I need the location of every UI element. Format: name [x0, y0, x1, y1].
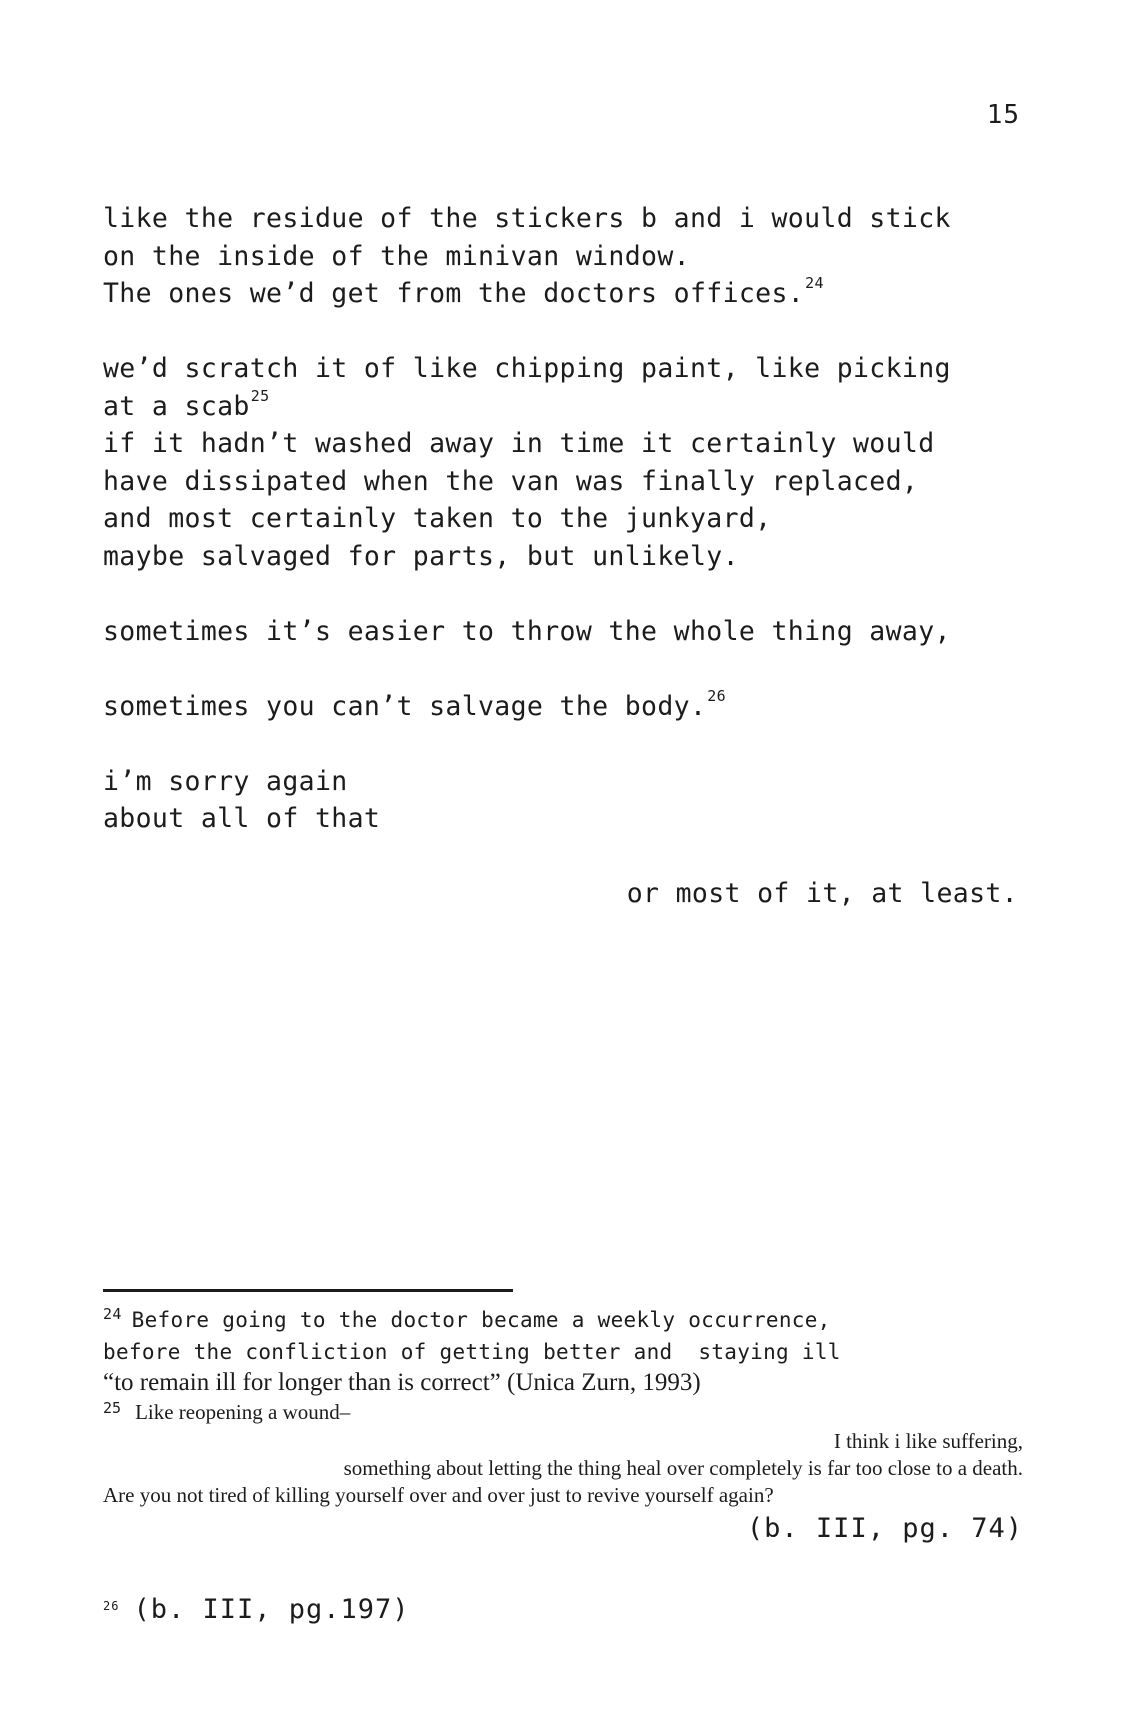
footnote-24-line: before the confliction of getting better and staying ill [103, 1340, 841, 1364]
poem-line: if it hadn’t washed away in time it certainly would [103, 428, 935, 459]
footnote-24-quote: “to remain ill for longer than is correct” (Unica Zurn, 1993) [103, 1369, 701, 1396]
footnote-25-line: Are you not tired of killing yourself over and over just to revive yourself again? [103, 1483, 774, 1507]
footnote-number: 26 [103, 1599, 120, 1613]
poem-line: maybe salvaged for parts, but unlikely. [103, 540, 739, 572]
footnote-26 [103, 1594, 410, 1625]
footnote-number: 24 [103, 1305, 122, 1323]
footnote-ref-26[interactable]: 26 [707, 686, 727, 705]
footnote-ref-25[interactable]: 25 [250, 386, 270, 405]
poem-line: have dissipated when the van was finally replaced, [103, 465, 919, 497]
footnote-divider [103, 1289, 513, 1292]
footnote-25-line: something about letting the thing heal over completely is far too close to a death. [343, 1456, 1023, 1480]
poem-line: at a scab$^{25}$ [103, 386, 270, 422]
footnote-25-citation: (b. III, pg. 74) [746, 1513, 1023, 1544]
footnotes [103, 1305, 1023, 1547]
poem-closing-line: or most of it, at least. [626, 877, 1018, 909]
footnote-ref-24[interactable]: 24 [805, 274, 824, 293]
poem-line: sometimes you can’t salvage the body.$^{26}$ [103, 686, 727, 722]
footnote-25-line: $^{25}$ Like reopening a wound– [103, 1399, 351, 1424]
poem-line: about all of that [103, 803, 381, 834]
footnote-25-line: I think i like suffering, [833, 1429, 1023, 1453]
poem-line: we’d scratch it of like chipping paint, like picking [103, 353, 951, 384]
footnote-number: 25 [103, 1399, 122, 1417]
footnote-26-citation: (b. III, pg.197) [133, 1594, 410, 1625]
page-number: 15 [986, 100, 1020, 130]
poem-line: The ones we’d get from the doctors offices.$^{24}$ [103, 274, 824, 309]
poem-line: sometimes it’s easier to throw the whole thing away, [103, 615, 951, 647]
poem-line: i’m sorry again [103, 765, 348, 797]
poem-line: like the residue of the stickers b and i would stick [103, 203, 951, 234]
footnote-24-line: $^{24}$ Before going to the doctor became a weekly occurrence, [103, 1305, 831, 1332]
poem-body [103, 200, 1023, 912]
poem-line: on the inside of the minivan window. [103, 240, 690, 272]
poem-line: and most certainly taken to the junkyard, [103, 503, 772, 534]
